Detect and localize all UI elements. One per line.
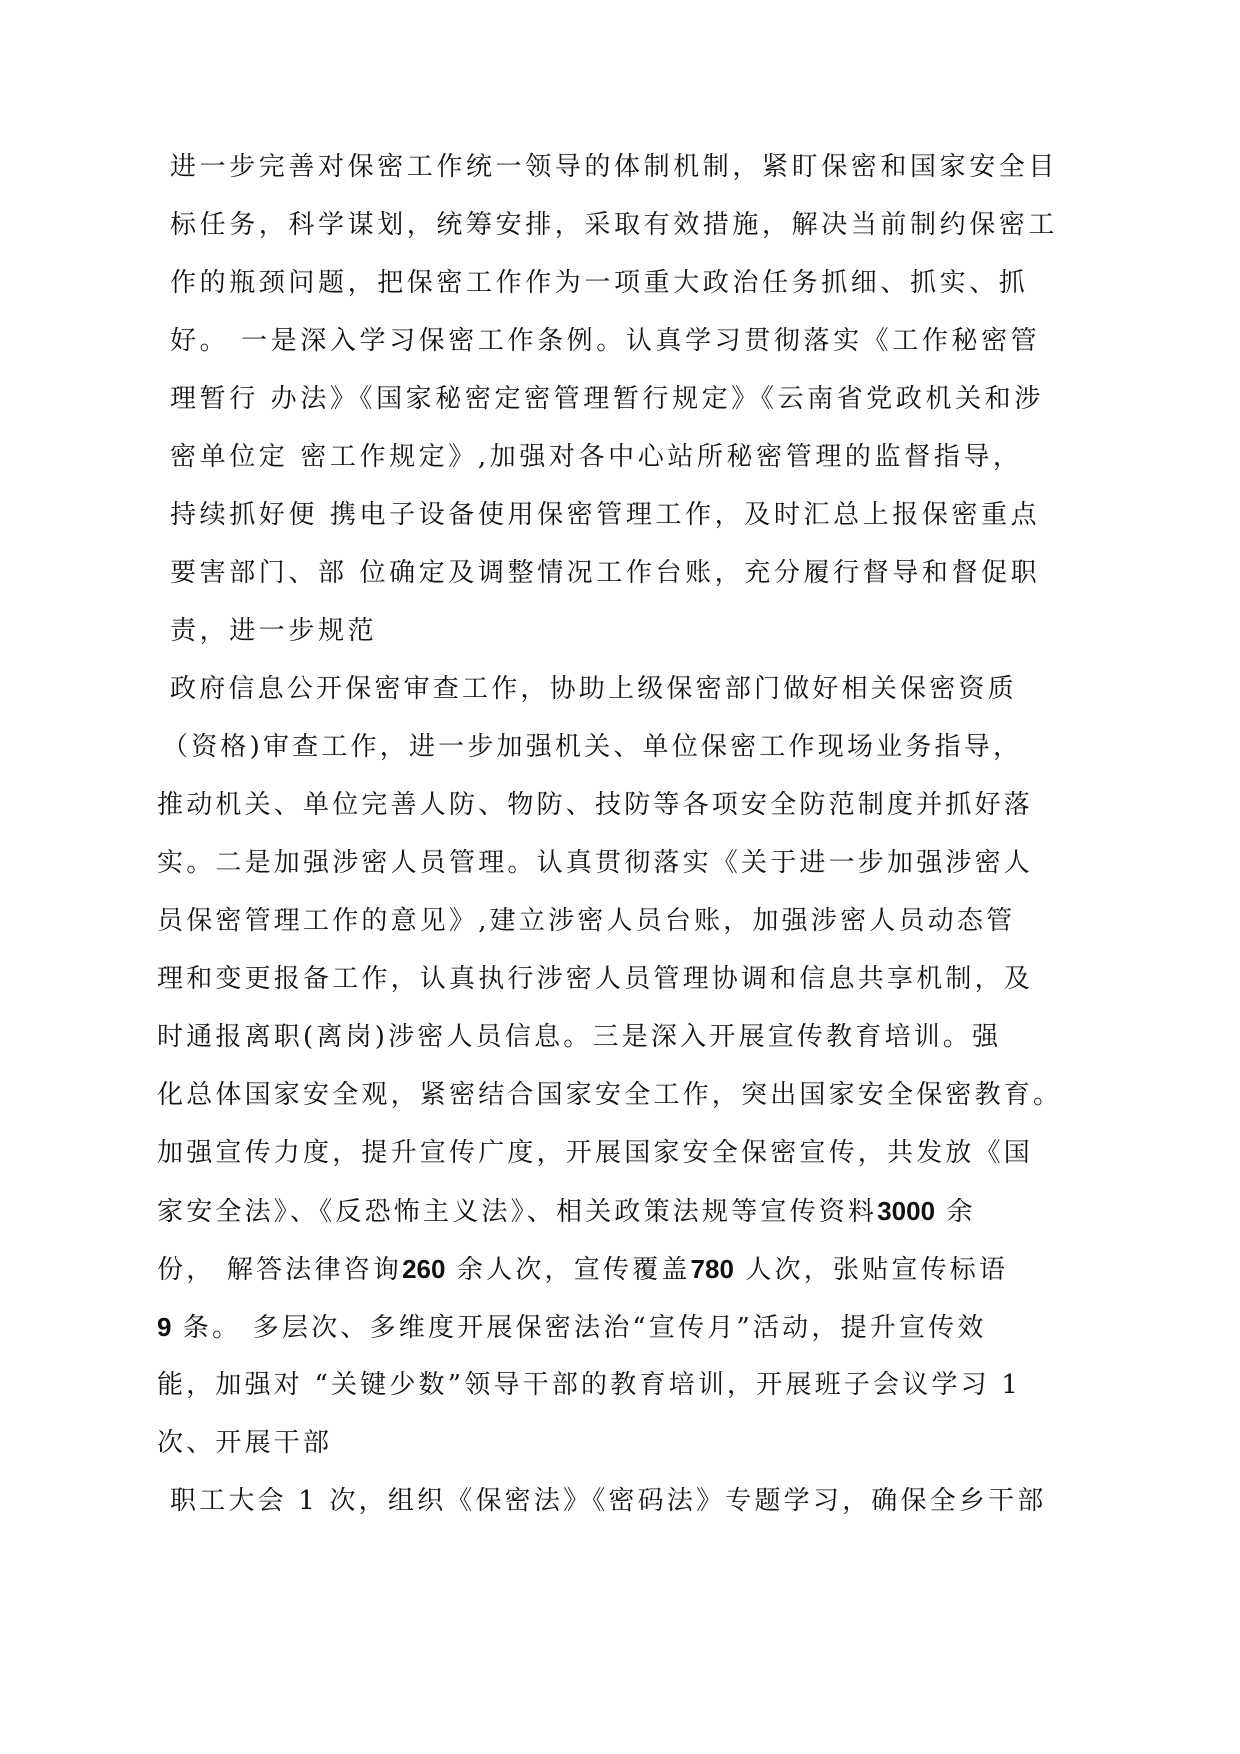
text-line: 责，进一步规范 — [170, 616, 378, 646]
text-span: 人次，张贴宣传标语 — [733, 1255, 1009, 1285]
text-line: 作的瓶颈问题，把保密工作作为一项重大政治任务抓细、抓实、抓 — [170, 268, 1029, 298]
text-line: 推动机关、单位完善人防、物防、技防等各项安全防范制度并抓好落 — [157, 790, 1034, 820]
text-line: 能，加强对 “关键少数”领导干部的教育培训，开展班子会议学习 1 — [157, 1370, 1022, 1400]
text-line: 好。 一是深入学习保密工作条例。认真学习贯彻落实《工作秘密管 — [170, 326, 1041, 356]
text-line: 密单位定 密工作规定》,加强对各中心站所秘密管理的监督指导， — [170, 442, 1023, 472]
text-line: 时通报离职(离岗)涉密人员信息。三是深入开展宣传教育培训。强 — [157, 1022, 1002, 1052]
number-span: 780 — [690, 1254, 734, 1284]
text-line — [157, 1252, 1008, 1287]
text-line: 次、开展干部 — [157, 1428, 333, 1458]
text-line — [157, 1194, 976, 1229]
text-line: 理和变更报备工作，认真执行涉密人员管理协调和信息共享机制，及 — [157, 964, 1034, 994]
number-span: 3000 — [877, 1196, 936, 1226]
text-line — [157, 1310, 987, 1345]
text-span: 余 — [935, 1197, 976, 1227]
number-span: 9 — [157, 1312, 172, 1342]
text-line: 加强宣传力度，提升宣传广度，开展国家安全保密宣传，共发放《国 — [157, 1138, 1034, 1168]
text-line: 政府信息公开保密审查工作，协助上级保密部门做好相关保密资质 — [170, 674, 1017, 704]
text-line: 化总体国家安全观，紧密结合国家安全工作，突出国家安全保密教育。 — [157, 1080, 1063, 1110]
text-line: （资格)审查工作，进一步加强机关、单位保密工作现场业务指导， — [162, 732, 1023, 762]
text-line: 员保密管理工作的意见》,建立涉密人员台账，加强涉密人员动态管 — [157, 906, 1016, 936]
text-span: 家安全法》、《反恐怖主义法》、相关政策法规等宣传资料 — [157, 1197, 878, 1227]
text-line: 职工大会 1 次，组织《保密法》《密码法》专题学习，确保全乡干部 — [170, 1486, 1047, 1516]
text-line: 持续抓好便 携电子设备使用保密管理工作，及时汇总上报保密重点 — [170, 500, 1041, 530]
text-span: 余人次，宣传覆盖 — [445, 1255, 691, 1285]
text-line: 理暂行 办法》《国家秘密定密管理暂行规定》《云南省党政机关和涉 — [170, 384, 1044, 414]
text-line: 实。二是加强涉密人员管理。认真贯彻落实《关于进一步加强涉密人 — [157, 848, 1034, 878]
text-span: 条。 多层次、多维度开展保密法治“宣传月”活动，提升宣传效 — [171, 1313, 987, 1343]
text-line: 进一步完善对保密工作统一领导的体制机制，紧盯保密和国家安全目 — [170, 152, 1059, 182]
text-span: 份， 解答法律咨询 — [157, 1255, 403, 1285]
text-line: 要害部门、部 位确定及调整情况工作台账，充分履行督导和督促职 — [170, 558, 1041, 588]
text-line: 标任务，科学谋划，统筹安排，采取有效措施，解决当前制约保密工 — [170, 210, 1059, 240]
number-span: 260 — [402, 1254, 446, 1284]
